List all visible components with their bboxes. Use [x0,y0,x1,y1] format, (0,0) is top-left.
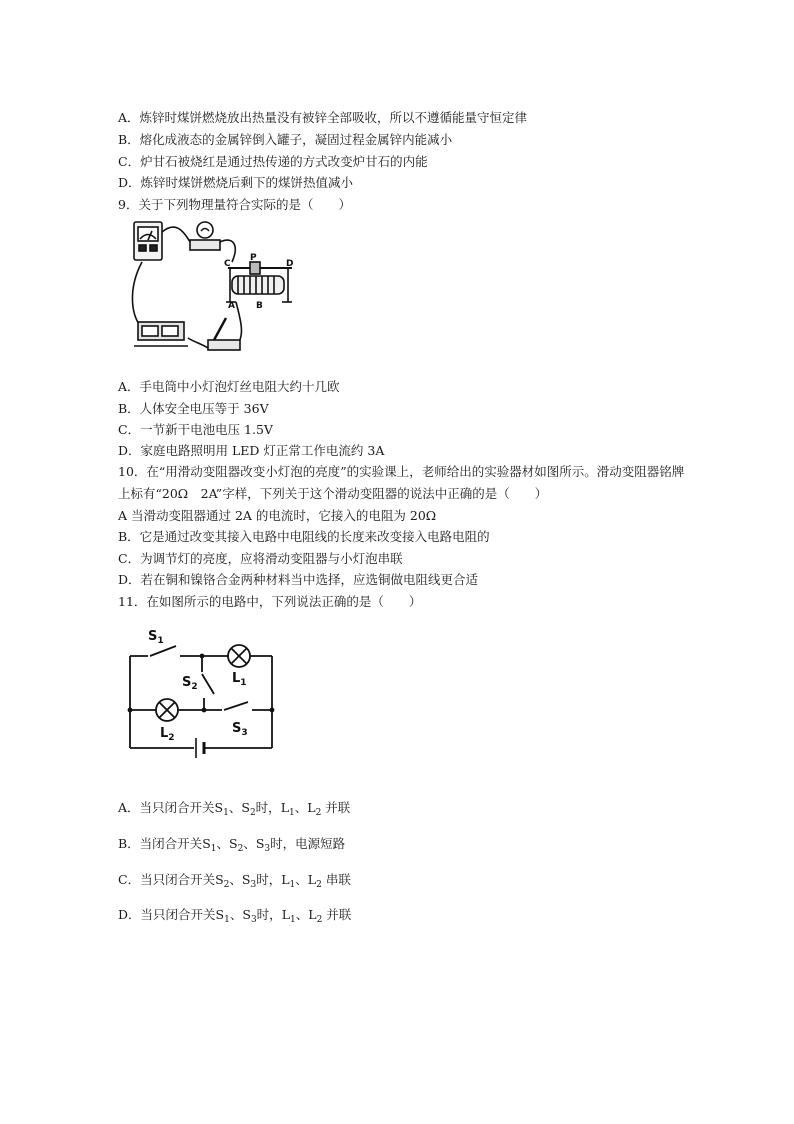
label-a: A [228,301,235,311]
label-l1: $L_1$ [232,671,247,688]
knife-switch-icon [208,340,240,350]
q9-stem: 9．关于下列物理量符合实际的是（ ） [118,197,351,212]
q8-option-a: A．炼锌时煤饼燃烧放出热量没有被锌全部吸收，所以不遵循能量守恒定律 [118,110,528,125]
q9-apparatus-figure [128,218,308,358]
q9-option-b: B．人体安全电压等于 36V [118,401,269,416]
q8-option-d: D．炼锌时煤饼燃烧后剩下的煤饼热值减小 [118,175,354,190]
q11-option-c: C．当只闭合开关$S_2$、$S_3$时，$L_1$、$L_2$ 串联 [118,872,351,890]
q9-option-a: A．手电筒中小灯泡灯丝电阻大约十几欧 [118,379,340,394]
bulb-icon [197,222,213,238]
label-s3: $S_3$ [232,721,248,738]
q11-circuit-diagram [122,620,282,770]
q10-option-a: A 当滑动变阻器通过 2A 的电流时，它接入的电阻为 20Ω [118,508,437,523]
bulb-holder-icon [190,240,220,250]
q10-option-b: B．它是通过改变其接入电路中电阻线的长度来改变接入电路电阻的 [118,529,490,544]
q9-option-d: D．家庭电路照明用 LED 灯正常工作电流约 3A [118,443,385,458]
q11-option-a: A．当只闭合开关$S_1$、$S_2$时，$L_1$、$L_2$ 并联 [118,800,351,818]
label-l2: $L_2$ [160,726,175,743]
q10-option-d: D．若在铜和镍铬合金两种材料当中选择，应选铜做电阻线更合适 [118,572,479,587]
q8-option-c: C．炉甘石被烧红是通过热传递的方式改变炉甘石的内能 [118,154,428,169]
q9-option-c: C．一节新干电池电压 1.5V [118,422,273,437]
label-s2: $S_2$ [182,675,198,692]
q10-stem-line2: 上标有“20Ω 2A”字样，下列关于这个滑动变阻器的说法中正确的是（ ） [118,486,548,501]
label-s1: $S_1$ [148,629,164,646]
q11-option-b: B．当闭合开关$S_1$、$S_2$、$S_3$时，电源短路 [118,836,346,854]
q10-option-c: C．为调节灯的亮度，应将滑动变阻器与小灯泡串联 [118,551,403,566]
label-d: D [286,259,294,269]
q11-stem: 11．在如图所示的电路中，下列说法正确的是（ ） [118,594,422,609]
rheostat-icon [232,276,284,294]
q10-stem-line1: 10．在“用滑动变阻器改变小灯泡的亮度”的实验课上，老师给出的实验器材如图所示。滑动变阻器铭牌 [118,464,685,479]
q8-option-b: B．熔化成液态的金属锌倒入罐子，凝固过程金属锌内能减小 [118,132,453,147]
label-b: B [256,301,263,311]
q11-option-d: D．当只闭合开关$S_1$、$S_3$时，$L_1$、$L_2$ 并联 [118,907,352,925]
label-p: P [250,253,257,263]
label-c: C [224,259,231,269]
